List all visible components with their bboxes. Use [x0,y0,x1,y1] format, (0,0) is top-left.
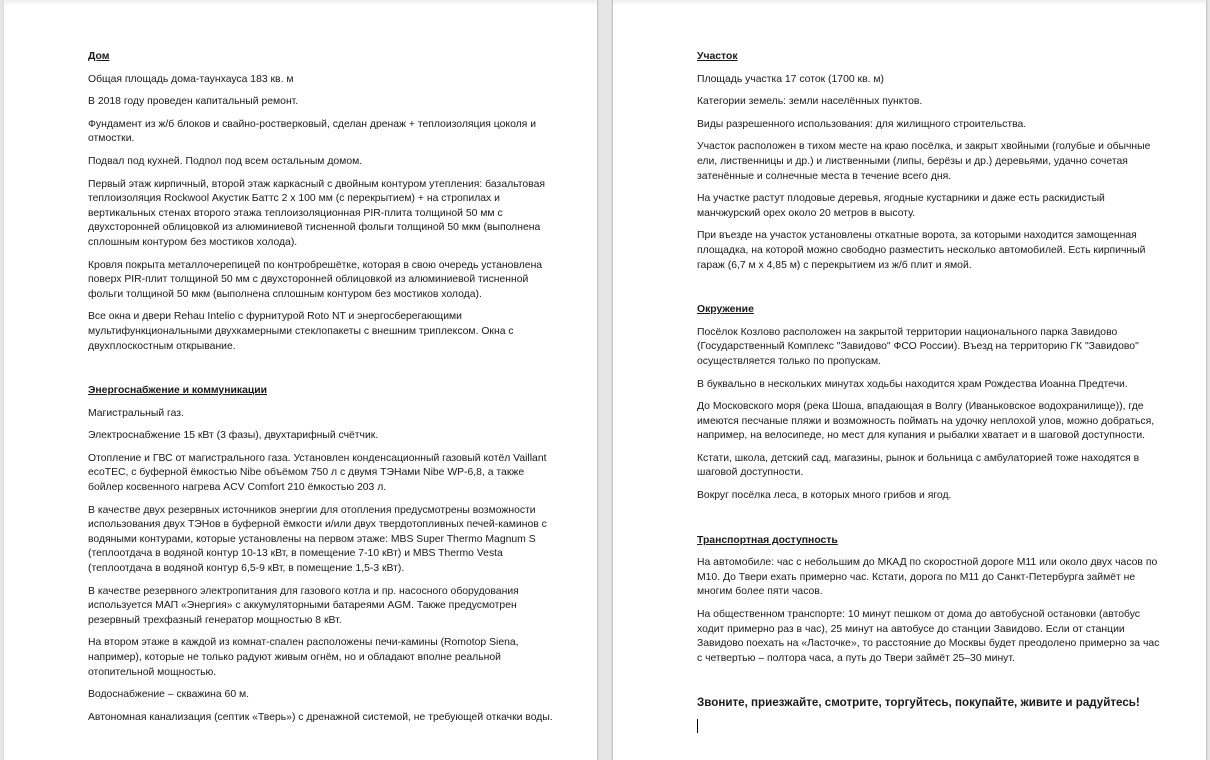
paragraph: Площадь участка 17 соток (1700 кв. м) [697,73,884,85]
paragraph: В качестве резервного электропитания для газового котла и пр. насосного оборудования используется МАП «Энергия» с аккумуляторными батареями AGM. Также предусмотрен резервный трехфазный генератор мощностью 8 кВт. [88,585,519,626]
document-page-left [4,0,598,760]
paragraph: Отопление и ГВС от магистрального газа. Установлен конденсационный газовый котёл Vaillant ecoTEC, с буферной ёмкостью Nibe объёмом 750 л с двумя ТЭНами Nibe WP-6,8, а также бойлер косвенного нагрева ACV Comfort 210 ёмкостью 203 л. [88,452,547,494]
paragraph: Подвал под кухней. Подпол под всем остальным домом. [88,155,363,167]
page-content [88,50,558,733]
section-house [88,50,558,354]
paragraph: Посёлок Козлово расположен на закрытой территории национального парка Завидово (Государственный Комплекс "Завидово" ФСО России). Въезд на территорию ГК "Завидово" осуществляется только по пропускам. [697,326,1139,367]
closing-statement: Звоните, приезжайте, смотрите, торгуйтесь, покупайте, живите и радуйтесь! [697,696,1140,710]
paragraph: На общественном транспорте: 10 минут пешком от дома до автобусной остановки (автобус ходит примерно раз в час), 25 минут на автобусе до станции Завидово. Если от станции Завидово поехать на «Ласточке», то расстояние до Москвы будет преодолено примерно за час с четвертью – полтора часа, а путь до Твери займёт 25–30 минут. [697,609,1160,664]
paragraph: При въезде на участок установлены откатные ворота, за которыми находится замощенная площадка, на которой можно свободно разместить несколько автомобилей. Есть кирпичный гараж (6,7 м х 4,85 м) с перекрытием из ж/б плит и ямой. [697,230,1146,271]
section-transport [697,534,1167,667]
section-heading: Энергоснабжение и коммуникации [88,385,268,397]
page-content [697,50,1167,733]
paragraph: Категории земель: земли населённых пунктов. [697,96,923,108]
paragraph: Первый этаж кирпичный, второй этаж каркасный с двойным контуром утепления: базальтовая теплоизоляция Rockwool Акустик Баттс 2 х 100 мм (с перекрытием) + на стропилах и вертикальных стенах второго этажа теплоизоляционная PIR-плита толщиной 50 мм с двухсторонней облицовкой из алюминиевой тисненной фольги толщиной 50 мкм (выполнена сплошным контуром без мостиков холода). [88,178,545,248]
paragraph: Общая площадь дома-таунхауса 183 кв. м [88,73,294,85]
section-heading: Дом [88,51,110,62]
document-page-right [612,0,1207,760]
paragraph: Все окна и двери Rehau Intelio с фурнитурой Roto NT и энергосберегающими мультифункциональными двухкамерными стеклопакеты с внешним триплексом. Окна с двухплоскостным открывание. [88,311,514,352]
paragraph: Автономная канализация (септик «Тверь») с дренажной системой, не требующей откачки воды. [88,711,553,723]
spacer [697,281,1167,303]
paragraph: Водоснабжение – скважина 60 м. [88,689,250,701]
paragraph: Виды разрешенного использования: для жилищного строительства. [697,118,1027,130]
paragraph: Участок расположен в тихом месте на краю посёлка, и закрыт хвойными (голубые и обычные ели, лиственницы и др.) и лиственными (липы, берёзы и др.) деревьями, удачно сочетая затенённые и солнечные места в течение всего дня. [697,141,1151,182]
section-surroundings [697,303,1167,504]
paragraph: На автомобиле: час с небольшим до МКАД по скоростной дороге М11 или около двух часов по М10. До Твери ехать примерно час. Кстати, дорога по М11 до Санкт-Петербурга займёт не многим более пяти часов. [697,557,1158,598]
paragraph: В качестве двух резервных источников энергии для отопления предусмотрены возможности использования двух ТЭНов в буферной ёмкости и/или двух твердотопливных печей-каминов с водяными контурами, которые установлены на первом этаже: MBS Super Thermo Magnum S (теплоотдача в водяной контур 10-13 кВт, в помещение 7-10 кВт) и MBS Thermo Vesta (теплоотдача в водяной контур 6,5-9 кВт, в помещение 1,5-3 кВт). [88,504,547,575]
section-plot [697,50,1167,273]
spacer [88,362,558,384]
paragraph: В 2018 году проведен капитальный ремонт. [88,96,299,108]
paragraph: В буквально в нескольких минутах ходьбы находится храм Рождества Иоанна Предтечи. [697,378,1128,390]
paragraph: На втором этаже в каждой из комнат-спален расположены печи-камины (Romotop Siena, например), которые не только радуют живым огнём, но и обладают вполне реальной отопительной мощностью. [88,637,519,678]
paragraph: Фундамент из ж/б блоков и свайно-ростверковый, сделан дренаж + теплоизоляция цоколя и отмостки. [88,118,536,145]
paragraph: Магистральный газ. [88,407,184,419]
paragraph: Кровля покрыта металлочерепицей по контробрешётке, которая в свою очередь установлена поверх PIR-плит толщиной 50 мм с двухсторонней облицовкой из алюминиевой тисненной фольги толщиной 50 мкм (выполнена сплошным контуром без мостиков холода). [88,259,543,300]
section-utilities [88,384,558,725]
section-heading: Окружение [697,304,754,316]
section-heading: Транспортная доступность [697,534,838,546]
paragraph: Электроснабжение 15 кВт (3 фазы), двухтарифный счётчик. [88,430,379,442]
section-heading: Участок [697,51,738,62]
spacer [697,674,1167,696]
spacer [697,512,1167,534]
paragraph: На участке растут плодовые деревья, ягодные кустарники и даже есть раскидистый манчжурский орех около 20 метров в высоту. [697,193,1105,219]
paragraph: Вокруг посёлка леса, в которых много грибов и ягод. [697,490,952,502]
text-cursor[interactable] [697,719,698,733]
paragraph: До Московского моря (река Шоша, впадающая в Волгу (Иваньковское водохранилище)), где имеются песчаные пляжи и возможность поймать на удочку неплохой улов, можно добраться, например, на велосипеде, но мест для купания и рыбалки хватает и в шаговой доступности. [697,401,1155,442]
paragraph: Кстати, школа, детский сад, магазины, рынок и больница с амбулаторией тоже находятся в шаговой доступности. [697,452,1140,479]
